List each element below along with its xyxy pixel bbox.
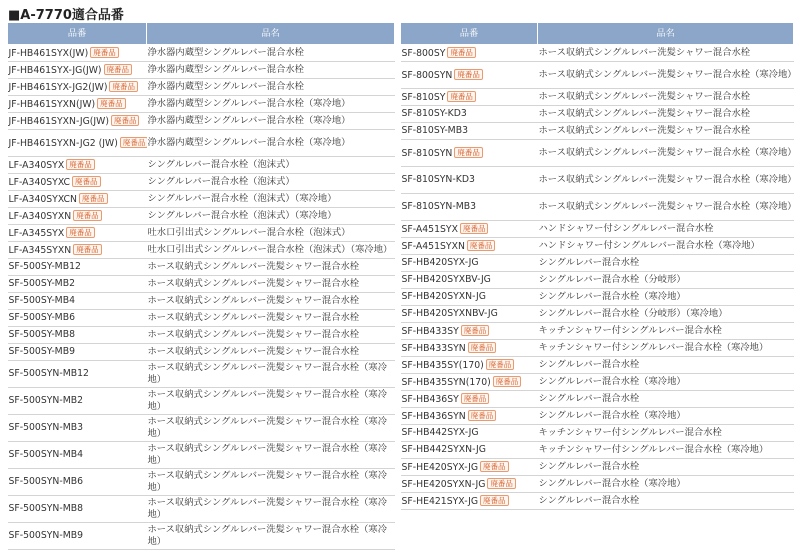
part-number: SF-810SY (401, 91, 446, 103)
product-name: ホース収納式シングルレバー洗髪シャワー混合水栓 (147, 259, 395, 276)
product-name: 浄水器内蔵型シングルレバー混合水栓 (147, 79, 395, 96)
product-name: 浄水器内蔵型シングルレバー混合水栓 (147, 62, 395, 79)
part-number-cell (8, 388, 147, 415)
table-row (8, 415, 395, 442)
discontinued-badge: 廃番品 (97, 98, 126, 109)
product-name: ホース収納式シングルレバー洗髪シャワー混合水栓（寒冷地） (538, 62, 794, 89)
product-name: ホース収納式シングルレバー洗髪シャワー混合水栓（寒冷地） (147, 388, 395, 415)
product-name: ホース収納式シングルレバー洗髪シャワー混合水栓 (538, 123, 794, 140)
part-number-cell (8, 415, 147, 442)
discontinued-badge: 廃番品 (468, 410, 497, 421)
part-number-cell (401, 221, 538, 238)
part-number-cell (8, 469, 147, 496)
table-row (8, 388, 395, 415)
part-number: SF-A451SYX (401, 223, 458, 235)
part-number-cell (401, 45, 538, 62)
table-row (401, 493, 794, 510)
part-number: SF-HB436SYN (401, 410, 466, 422)
product-name: 浄水器内蔵型シングルレバー混合水栓（寒冷地） (147, 96, 395, 113)
product-name: シングルレバー混合水栓 (538, 391, 794, 408)
part-number: SF-810SYN (401, 147, 453, 159)
part-number-cell (8, 523, 147, 550)
page-title: ■A-7770適合品番 (8, 8, 124, 23)
table-row (401, 476, 794, 493)
product-name: ホース収納式シングルレバー洗髪シャワー混合水栓 (538, 89, 794, 106)
part-number-cell (401, 194, 538, 221)
part-number-cell (8, 79, 147, 96)
part-number-cell (401, 323, 538, 340)
table-row (401, 167, 794, 194)
discontinued-badge: 廃番品 (447, 47, 476, 58)
part-number: LF-A345SYXN (8, 244, 72, 256)
part-number: LF-A340SYX (8, 159, 65, 171)
table-row (401, 323, 794, 340)
part-number: SF-500SYN-MB12 (8, 368, 89, 379)
part-number-cell (8, 113, 147, 130)
part-number: SF-810SYN-MB3 (401, 201, 477, 212)
part-number: SF-500SYN-MB8 (8, 503, 84, 514)
table-row (401, 62, 794, 89)
product-name: 浄水器内蔵型シングルレバー混合水栓（寒冷地） (147, 113, 395, 130)
part-number: SF-HB433SYN (401, 342, 466, 354)
table-row (401, 255, 794, 272)
product-name: ホース収納式シングルレバー洗髪シャワー混合水栓（寒冷地） (147, 523, 395, 550)
product-name: ハンドシャワー付シングルレバー混合水栓（寒冷地） (538, 238, 794, 255)
part-number: SF-A451SYXN (401, 240, 465, 252)
part-number: JF-HB461SYX(JW) (8, 47, 89, 59)
table-row (401, 194, 794, 221)
table-row (8, 327, 395, 344)
part-number-cell (401, 340, 538, 357)
product-name: ハンドシャワー付シングルレバー混合水栓 (538, 221, 794, 238)
product-name: ホース収納式シングルレバー洗髪シャワー混合水栓 (147, 293, 395, 310)
part-number: SF-HB420SYX-JG (401, 257, 479, 268)
product-name: ホース収納式シングルレバー洗髪シャワー混合水栓 (147, 327, 395, 344)
product-name: キッチンシャワー付シングルレバー混合水栓（寒冷地） (538, 442, 794, 459)
discontinued-badge: 廃番品 (73, 210, 102, 221)
part-number-cell (8, 208, 147, 225)
table-row (401, 391, 794, 408)
part-number-cell (401, 106, 538, 123)
part-number: SF-HE420SYX-JG (401, 461, 479, 473)
part-number-cell (401, 442, 538, 459)
discontinued-badge: 廃番品 (461, 393, 490, 404)
discontinued-badge: 廃番品 (460, 223, 489, 234)
part-number-cell (8, 442, 147, 469)
table-header-row (401, 23, 794, 45)
part-number-cell (401, 140, 538, 167)
part-number-cell (401, 62, 538, 89)
product-name: ホース収納式シングルレバー洗髪シャワー混合水栓（寒冷地） (147, 469, 395, 496)
table-row (401, 408, 794, 425)
part-number: SF-HB433SY (401, 325, 459, 337)
table-row (401, 272, 794, 289)
part-number-cell (8, 225, 147, 242)
part-number-cell (401, 255, 538, 272)
product-name: シングルレバー混合水栓（寒冷地） (538, 374, 794, 391)
part-number-cell (8, 45, 147, 62)
part-number: SF-500SYN-MB6 (8, 476, 84, 487)
part-number-cell (401, 476, 538, 493)
header-part-no: 品番 (401, 23, 538, 45)
part-number-cell (8, 157, 147, 174)
part-number-cell (401, 425, 538, 442)
product-name: シングルレバー混合水栓（寒冷地） (538, 408, 794, 425)
part-number: SF-800SY (401, 47, 446, 59)
table-row (8, 442, 395, 469)
table-row (401, 45, 794, 62)
part-number: SF-HB435SY(170) (401, 359, 484, 371)
product-name: ホース収納式シングルレバー洗髪シャワー混合水栓 (147, 344, 395, 361)
part-number-cell (401, 167, 538, 194)
table-row (401, 340, 794, 357)
table-header-row (8, 23, 395, 45)
discontinued-badge: 廃番品 (109, 81, 138, 92)
part-number: JF-HB461SYXN-JG2 (JW) (8, 137, 118, 149)
product-name: ホース収納式シングルレバー洗髪シャワー混合水栓（寒冷地） (147, 442, 395, 469)
product-name: 浄水器内蔵型シングルレバー混合水栓（寒冷地） (147, 130, 395, 157)
part-number: SF-HE420SYXN-JG (401, 478, 486, 490)
part-number: JF-HB461SYXN-JG(JW) (8, 115, 109, 127)
discontinued-badge: 廃番品 (111, 115, 140, 126)
discontinued-badge: 廃番品 (467, 240, 496, 251)
table-row (401, 357, 794, 374)
table-row (401, 459, 794, 476)
table-row (401, 123, 794, 140)
table-row (8, 225, 395, 242)
part-number: SF-810SY-KD3 (401, 108, 467, 119)
table-row (401, 289, 794, 306)
part-number: SF-HB435SYN(170) (401, 376, 491, 388)
part-number-cell (401, 374, 538, 391)
table-row (8, 496, 395, 523)
discontinued-badge: 廃番品 (120, 137, 147, 148)
product-name: シングルレバー混合水栓（泡沫式） (147, 174, 395, 191)
part-number: SF-810SYN-KD3 (401, 174, 475, 185)
part-number-cell (401, 238, 538, 255)
part-number: SF-500SY-MB6 (8, 312, 75, 323)
part-number: SF-500SY-MB9 (8, 346, 75, 357)
part-number: SF-500SY-MB8 (8, 329, 75, 340)
table-row (8, 469, 395, 496)
product-name: ホース収納式シングルレバー洗髪シャワー混合水栓（寒冷地） (147, 415, 395, 442)
table-row (8, 276, 395, 293)
product-name: キッチンシャワー付シングルレバー混合水栓（寒冷地） (538, 340, 794, 357)
product-name: ホース収納式シングルレバー洗髪シャワー混合水栓（寒冷地） (147, 361, 395, 388)
product-name: ホース収納式シングルレバー洗髪シャワー混合水栓（寒冷地） (538, 140, 794, 167)
part-number: SF-HB420SYXN-JG (401, 291, 486, 302)
part-number: SF-HB442SYXN-JG (401, 444, 486, 455)
part-number: LF-A340SYXN (8, 210, 72, 222)
part-number-cell (401, 408, 538, 425)
product-name: ホース収納式シングルレバー洗髪シャワー混合水栓 (147, 276, 395, 293)
part-number-cell (401, 357, 538, 374)
table-row (401, 140, 794, 167)
product-name: シングルレバー混合水栓（分岐形） (538, 272, 794, 289)
product-name: シングルレバー混合水栓（寒冷地） (538, 476, 794, 493)
table-row (401, 106, 794, 123)
discontinued-badge: 廃番品 (493, 376, 522, 387)
product-name: ホース収納式シングルレバー洗髪シャワー混合水栓（寒冷地） (538, 194, 794, 221)
part-number-cell (8, 96, 147, 113)
table-row (8, 157, 395, 174)
product-name: 吐水口引出式シングルレバー混合水栓（泡沫式） (147, 225, 395, 242)
discontinued-badge: 廃番品 (486, 359, 515, 370)
part-number-cell (401, 123, 538, 140)
table-row (401, 442, 794, 459)
part-number: SF-810SY-MB3 (401, 125, 468, 136)
part-number: SF-HB420SYXNBV-JG (401, 308, 498, 319)
part-number: LF-A345SYX (8, 227, 65, 239)
part-number-cell (401, 391, 538, 408)
table-row (8, 259, 395, 276)
part-number-cell (401, 459, 538, 476)
part-number-cell (401, 306, 538, 323)
discontinued-badge: 廃番品 (104, 64, 133, 75)
product-name: ホース収納式シングルレバー洗髪シャワー混合水栓 (538, 106, 794, 123)
discontinued-badge: 廃番品 (468, 342, 497, 353)
table-row (401, 425, 794, 442)
product-name: シングルレバー混合水栓 (538, 493, 794, 510)
part-number-cell (8, 259, 147, 276)
part-number-cell (8, 191, 147, 208)
part-number: SF-500SYN-MB9 (8, 530, 84, 541)
part-number: JF-HB461SYX-JG2(JW) (8, 81, 108, 93)
discontinued-badge: 廃番品 (480, 495, 509, 506)
part-number-cell (8, 242, 147, 259)
part-number: SF-HE421SYX-JG (401, 495, 479, 507)
part-number: SF-800SYN (401, 69, 453, 81)
discontinued-badge: 廃番品 (72, 176, 101, 187)
table-row (8, 174, 395, 191)
table-row (401, 89, 794, 106)
part-number-cell (8, 276, 147, 293)
part-number-cell (8, 327, 147, 344)
table-row (8, 310, 395, 327)
part-number-cell (8, 174, 147, 191)
part-number: SF-HB436SY (401, 393, 459, 405)
product-name: 吐水口引出式シングルレバー混合水栓（泡沫式）（寒冷地） (147, 242, 395, 259)
table-row (8, 96, 395, 113)
part-number: SF-500SYN-MB3 (8, 422, 84, 433)
product-name: シングルレバー混合水栓（泡沫式）（寒冷地） (147, 191, 395, 208)
table-row (8, 191, 395, 208)
header-part-no: 品番 (8, 23, 147, 45)
table-row (8, 293, 395, 310)
part-number: SF-HB420SYXBV-JG (401, 274, 491, 285)
table-row (8, 523, 395, 550)
left-parts-table (7, 22, 395, 550)
header-name: 品名 (147, 23, 395, 45)
product-name: 浄水器内蔵型シングルレバー混合水栓 (147, 45, 395, 62)
product-name: キッチンシャワー付シングルレバー混合水栓 (538, 323, 794, 340)
part-number: SF-500SYN-MB4 (8, 449, 84, 460)
part-number-cell (8, 293, 147, 310)
table-row (8, 130, 395, 157)
discontinued-badge: 廃番品 (487, 478, 516, 489)
table-row (8, 208, 395, 225)
part-number-cell (8, 62, 147, 79)
product-name: ホース収納式シングルレバー洗髪シャワー混合水栓（寒冷地） (538, 167, 794, 194)
product-name: シングルレバー混合水栓 (538, 357, 794, 374)
part-number-cell (401, 493, 538, 510)
product-name: シングルレバー混合水栓（泡沫式） (147, 157, 395, 174)
product-name: シングルレバー混合水栓 (538, 459, 794, 476)
part-number: SF-500SY-MB2 (8, 278, 75, 289)
right-parts-table (400, 22, 797, 510)
part-number: LF-A340SYXC (8, 176, 71, 188)
part-number-cell (401, 89, 538, 106)
part-number: LF-A340SYXCN (8, 193, 78, 205)
product-name: シングルレバー混合水栓 (538, 255, 794, 272)
part-number-cell (8, 496, 147, 523)
part-number-cell (8, 130, 147, 157)
part-number-cell (401, 272, 538, 289)
table-row (401, 221, 794, 238)
part-number: SF-500SYN-MB2 (8, 395, 84, 406)
discontinued-badge: 廃番品 (66, 227, 95, 238)
discontinued-badge: 廃番品 (461, 325, 490, 336)
discontinued-badge: 廃番品 (454, 69, 483, 80)
part-number: SF-HB442SYX-JG (401, 427, 479, 438)
discontinued-badge: 廃番品 (79, 193, 108, 204)
table-row (401, 306, 794, 323)
table-row (8, 113, 395, 130)
part-number-cell (8, 310, 147, 327)
product-name: ホース収納式シングルレバー洗髪シャワー混合水栓（寒冷地） (147, 496, 395, 523)
part-number: SF-500SY-MB4 (8, 295, 75, 306)
table-row (8, 344, 395, 361)
header-name: 品名 (538, 23, 794, 45)
table-row (401, 374, 794, 391)
table-row (401, 238, 794, 255)
table-row (8, 242, 395, 259)
part-number-cell (401, 289, 538, 306)
product-name: キッチンシャワー付シングルレバー混合水栓 (538, 425, 794, 442)
discontinued-badge: 廃番品 (480, 461, 509, 472)
product-name: シングルレバー混合水栓（寒冷地） (538, 289, 794, 306)
table-row (8, 62, 395, 79)
product-name: ホース収納式シングルレバー洗髪シャワー混合水栓 (538, 45, 794, 62)
part-number-cell (8, 344, 147, 361)
part-number-cell (8, 361, 147, 388)
table-row (8, 361, 395, 388)
discontinued-badge: 廃番品 (73, 244, 102, 255)
product-name: ホース収納式シングルレバー洗髪シャワー混合水栓 (147, 310, 395, 327)
table-row (8, 45, 395, 62)
product-name: シングルレバー混合水栓（泡沫式）（寒冷地） (147, 208, 395, 225)
discontinued-badge: 廃番品 (66, 159, 95, 170)
discontinued-badge: 廃番品 (454, 147, 483, 158)
part-number: JF-HB461SYXN(JW) (8, 98, 96, 110)
part-number: SF-500SY-MB12 (8, 261, 81, 272)
product-name: シングルレバー混合水栓（分岐形）（寒冷地） (538, 306, 794, 323)
part-number: JF-HB461SYX-JG(JW) (8, 64, 102, 76)
discontinued-badge: 廃番品 (90, 47, 119, 58)
table-row (8, 79, 395, 96)
discontinued-badge: 廃番品 (447, 91, 476, 102)
